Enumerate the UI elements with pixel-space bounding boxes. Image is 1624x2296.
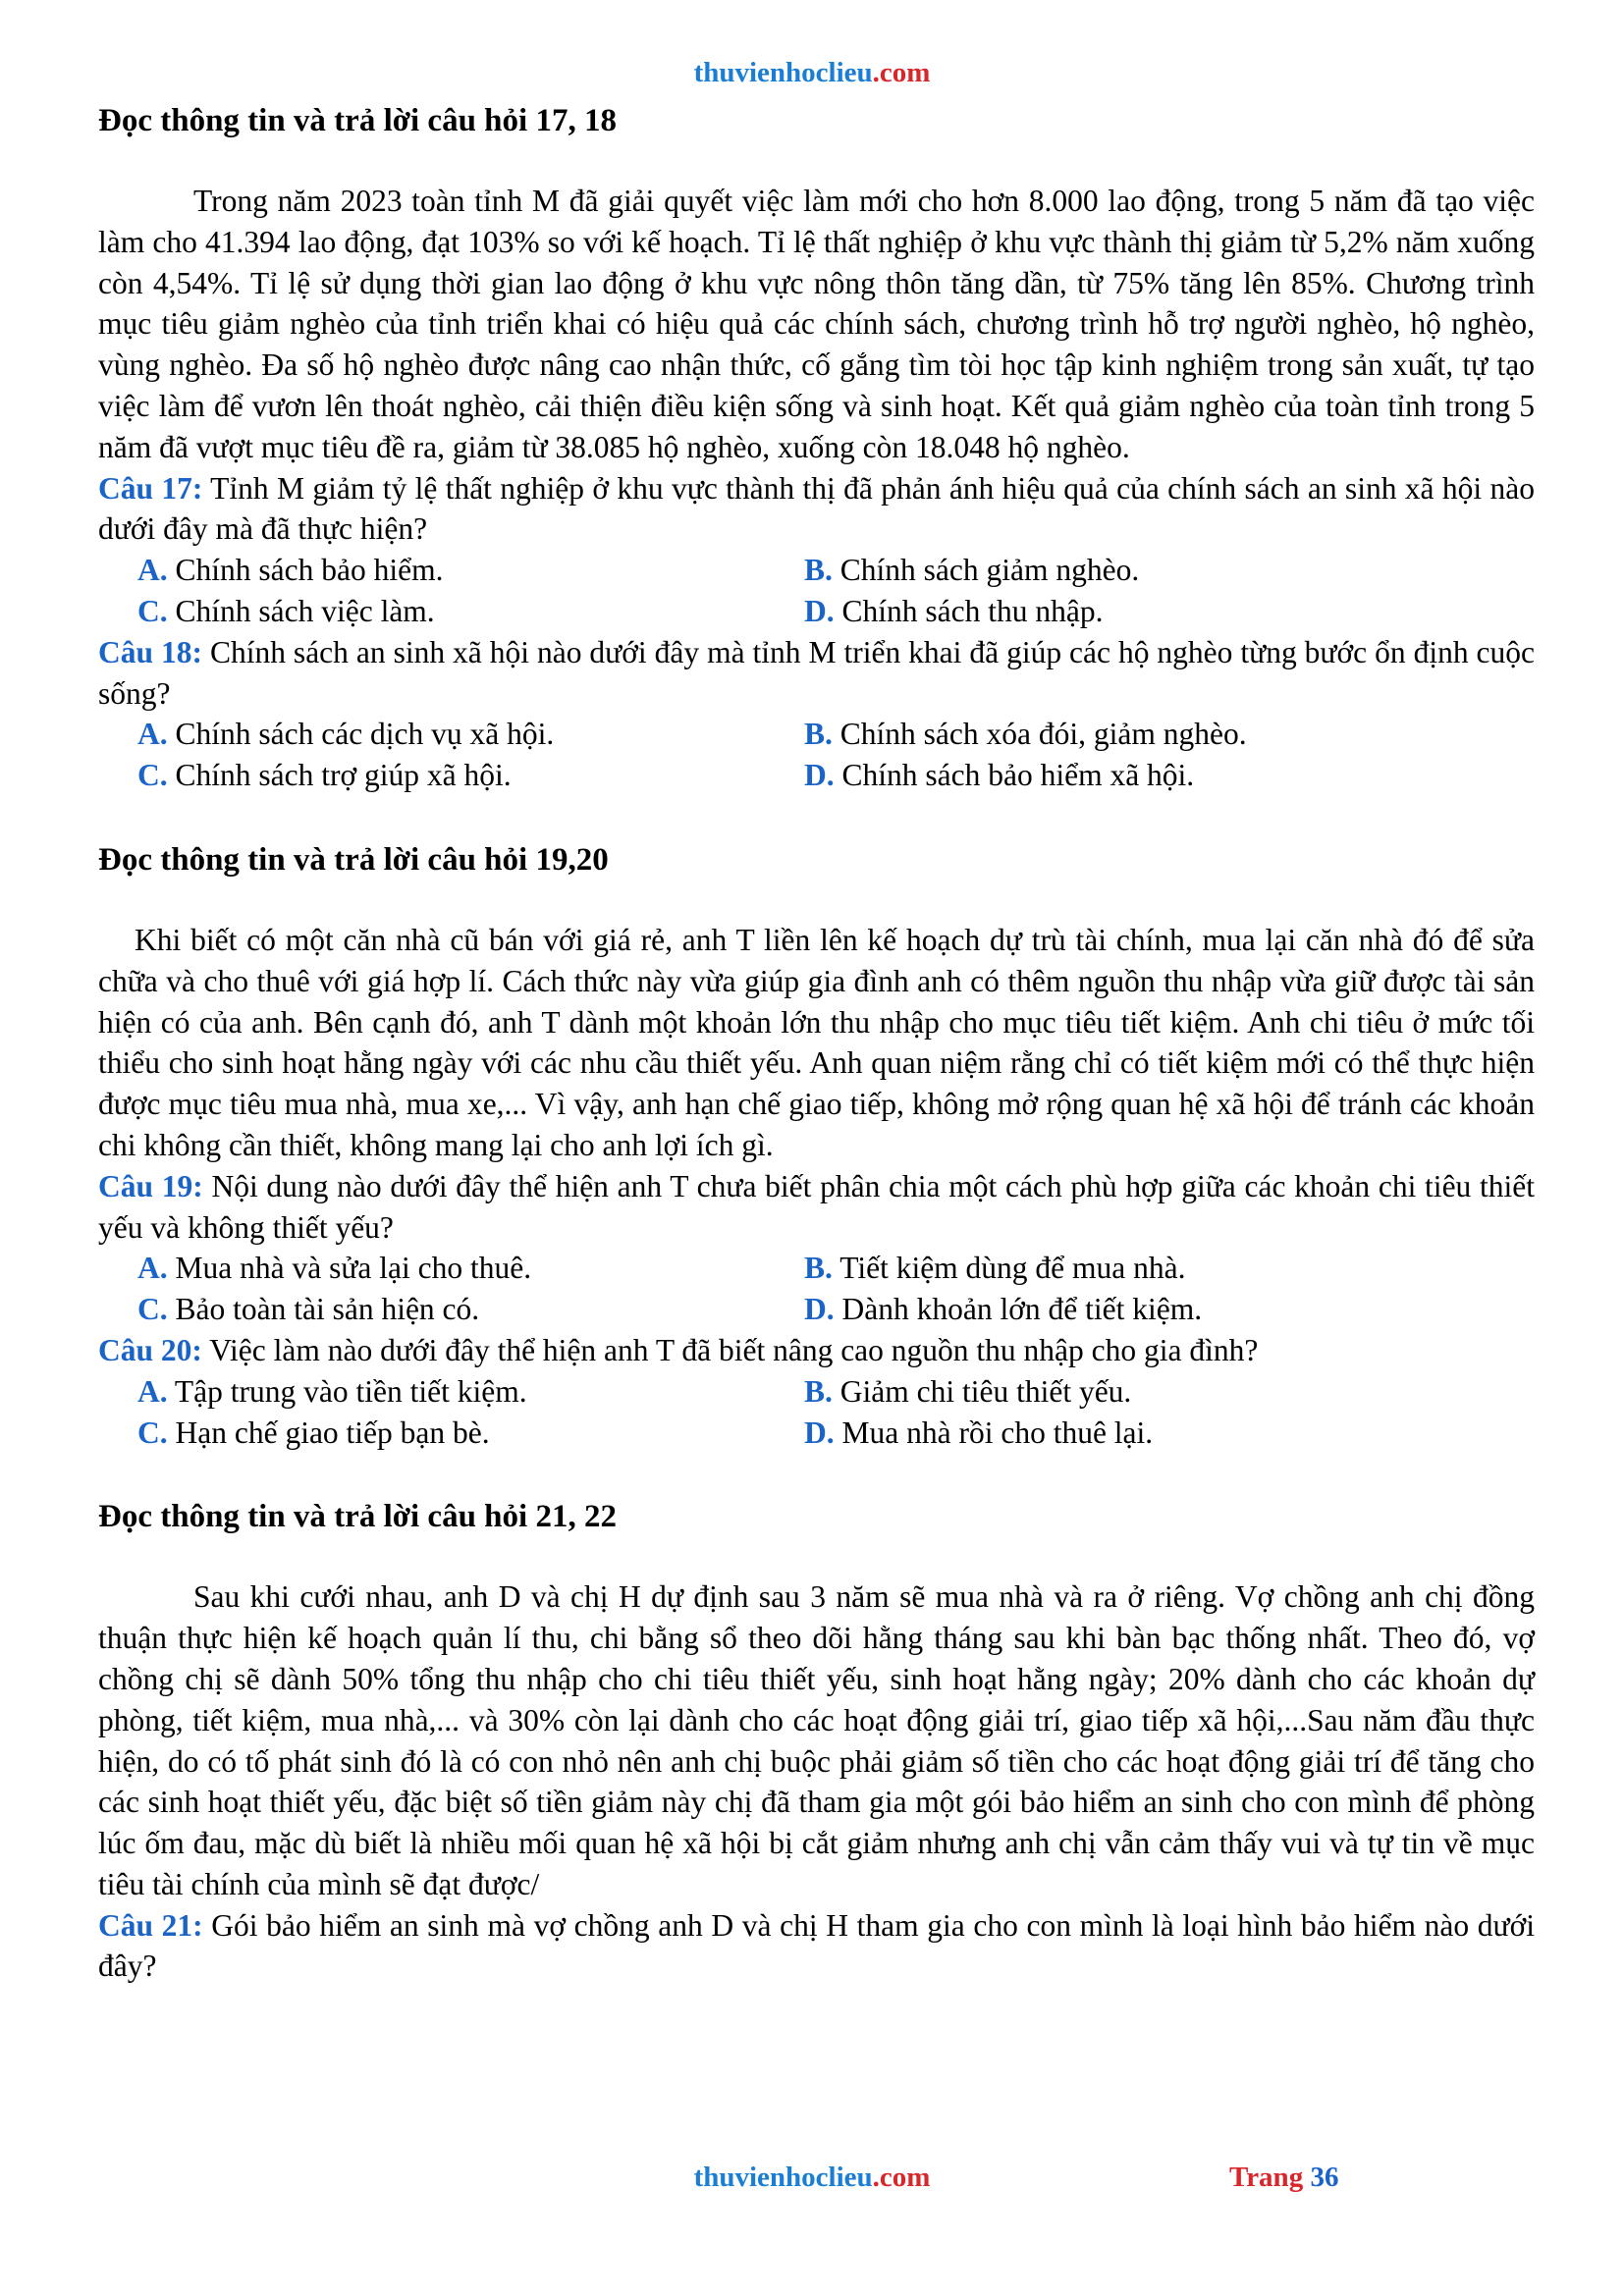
option-c: C. Bảo toàn tài sản hiện có.	[137, 1292, 480, 1327]
question-label: Câu 19:	[98, 1168, 203, 1203]
option-d: D. Mua nhà rồi cho thuê lại.	[804, 1415, 1154, 1450]
answer-options	[98, 714, 1535, 796]
option-d: D. Chính sách bảo hiểm xã hội.	[804, 758, 1195, 793]
option-c: C. Hạn chế giao tiếp bạn bè.	[137, 1415, 490, 1450]
question-19	[98, 1166, 1535, 1249]
option-b: B. Chính sách xóa đói, giảm nghèo.	[804, 717, 1247, 752]
document-body	[98, 96, 1535, 1987]
question-label: Câu 21:	[98, 1907, 203, 1943]
question-text: Việc làm nào dưới đây thể hiện anh T đã biết nâng cao nguồn thu nhập cho gia đình?	[201, 1332, 1259, 1367]
option-b: B. Giảm chi tiêu thiết yếu.	[804, 1373, 1132, 1409]
header-site-main: thuvienhoclieu	[693, 57, 873, 88]
page-label: Trang	[1229, 2162, 1311, 2193]
answer-options	[98, 1248, 1535, 1330]
question-21	[98, 1905, 1535, 1988]
footer-site-name[interactable]	[0, 2162, 1624, 2194]
question-text: Nội dung nào dưới đây thể hiện anh T chưa biết phân chia một cách phù hợp giữa các khoản chi tiêu thiết yếu và không thiết yếu?	[98, 1168, 1535, 1245]
question-text: Gói bảo hiểm an sinh mà vợ chồng anh D và chị H tham gia cho con mình là loại hình bảo hiểm nào dưới đây?	[98, 1907, 1535, 1984]
question-label: Câu 20:	[98, 1332, 202, 1367]
question-text: Chính sách an sinh xã hội nào dưới đây mà tỉnh M triển khai đã giúp các hộ nghèo từng bước ổn định cuộc sống?	[98, 634, 1535, 711]
question-label: Câu 17:	[98, 470, 203, 506]
section-title: Đọc thông tin và trả lời câu hỏi 19,20	[98, 841, 609, 878]
option-c: C. Chính sách việc làm.	[137, 593, 435, 628]
answer-options	[98, 550, 1535, 632]
option-d: D. Dành khoản lớn để tiết kiệm.	[804, 1292, 1203, 1327]
section-title: Đọc thông tin và trả lời câu hỏi 17, 18	[98, 103, 617, 138]
option-b: B. Chính sách giảm nghèo.	[804, 553, 1140, 588]
footer-site-tld: .com	[872, 2162, 931, 2193]
question-text: Tỉnh M giảm tỷ lệ thất nghiệp ở khu vực thành thị đã phản ánh hiệu quả của chính sách an sinh xã hội nào dưới đây mà đã thực hiện?	[98, 470, 1535, 547]
question-17	[98, 468, 1535, 551]
header-site-tld: .com	[872, 57, 931, 88]
option-b: B. Tiết kiệm dùng để mua nhà.	[804, 1251, 1186, 1286]
option-a: A. Chính sách bảo hiểm.	[137, 553, 444, 588]
header-site-name[interactable]	[0, 57, 1624, 89]
question-20	[98, 1330, 1535, 1371]
option-a: A. Chính sách các dịch vụ xã hội.	[137, 717, 555, 752]
option-a: A. Tập trung vào tiền tiết kiệm.	[137, 1373, 527, 1409]
page-number-value: 36	[1310, 2162, 1339, 2193]
section-title: Đọc thông tin và trả lời câu hỏi 21, 22	[98, 1499, 617, 1535]
passage: Trong năm 2023 toàn tỉnh M đã giải quyết việc làm mới cho hơn 8.000 lao động, trong 5 năm đã tạo việc làm cho 41.394 lao động, đạt 103% so với kế hoạch. Tỉ lệ thất nghiệp ở khu vực thành thị giảm từ 5,2% năm xuống còn 4,54%. Tỉ lệ sử dụng thời gian lao động ở khu vực nông thôn tăng dần, từ 75% tăng lên 85%. Chương trình mục tiêu giảm nghèo của tỉnh triển khai có hiệu quả các chính sách, chương trình hỗ trợ người nghèo, hộ nghèo, vùng nghèo. Đa số hộ nghèo được nâng cao nhận thức, cố gắng tìm tòi học tập kinh nghiệm trong sản xuất, tự tạo việc làm để vươn lên thoát nghèo, cải thiện điều kiện sống và sinh hoạt. Kết quả giảm nghèo của toàn tỉnh trong 5 năm đã vượt mục tiêu đề ra, giảm từ 38.085 hộ nghèo, xuống còn 18.048 hộ nghèo.	[98, 184, 1535, 464]
passage: Khi biết có một căn nhà cũ bán với giá rẻ, anh T liền lên kế hoạch dự trù tài chính, mua lại căn nhà đó để sửa chữa và cho thuê với giá hợp lí. Cách thức này vừa giúp gia đình anh có thêm nguồn thu nhập vừa giữ được tài sản hiện có của anh. Bên cạnh đó, anh T dành một khoản lớn thu nhập cho mục tiêu tiết kiệm. Anh chi tiêu ở mức tối thiểu cho sinh hoạt hằng ngày với các nhu cầu thiết yếu. Anh quan niệm rằng chỉ có tiết kiệm mới có thể thực hiện được mục tiêu mua nhà, mua xe,... Vì vậy, anh hạn chế giao tiếp, không mở rộng quan hệ xã hội để tránh các khoản chi không cần thiết, không mang lại cho anh lợi ích gì.	[98, 922, 1535, 1162]
page-footer	[0, 2162, 1624, 2201]
answer-options	[98, 1371, 1535, 1454]
option-a: A. Mua nhà và sửa lại cho thuê.	[137, 1251, 532, 1286]
question-label: Câu 18:	[98, 634, 202, 669]
option-d: D. Chính sách thu nhập.	[804, 593, 1104, 628]
option-c: C. Chính sách trợ giúp xã hội.	[137, 758, 512, 793]
page-number	[1229, 2162, 1338, 2194]
footer-site-main: thuvienhoclieu	[693, 2162, 873, 2193]
passage: Sau khi cưới nhau, anh D và chị H dự định sau 3 năm sẽ mua nhà và ra ở riêng. Vợ chồng anh chị đồng thuận thực hiện kế hoạch quản lí thu, chi bằng sổ theo dõi hằng tháng sau khi bàn bạc thống nhất. Theo đó, vợ chồng chị sẽ dành 50% tổng thu nhập cho chi tiêu thiết yếu, sinh hoạt hằng ngày; 20% dành cho các khoản dự phòng, tiết kiệm, mua nhà,... và 30% còn lại dành cho các hoạt động giải trí, giao tiếp xã hội,...Sau năm đầu thực hiện, do có tố phát sinh đó là có con nhỏ nên anh chị buộc phải giảm số tiền cho các hoạt động giải trí để tăng cho các sinh hoạt thiết yếu, đặc biệt số tiền giảm này chị đã tham gia một gói bảo hiểm an sinh cho con mình để phòng lúc ốm đau, mặc dù biết là nhiều mối quan hệ xã hội bị cắt giảm nhưng anh chị vẫn cảm thấy vui và tự tin về mục tiêu tài chính của mình sẽ đạt được/	[98, 1579, 1535, 1901]
question-18	[98, 632, 1535, 715]
